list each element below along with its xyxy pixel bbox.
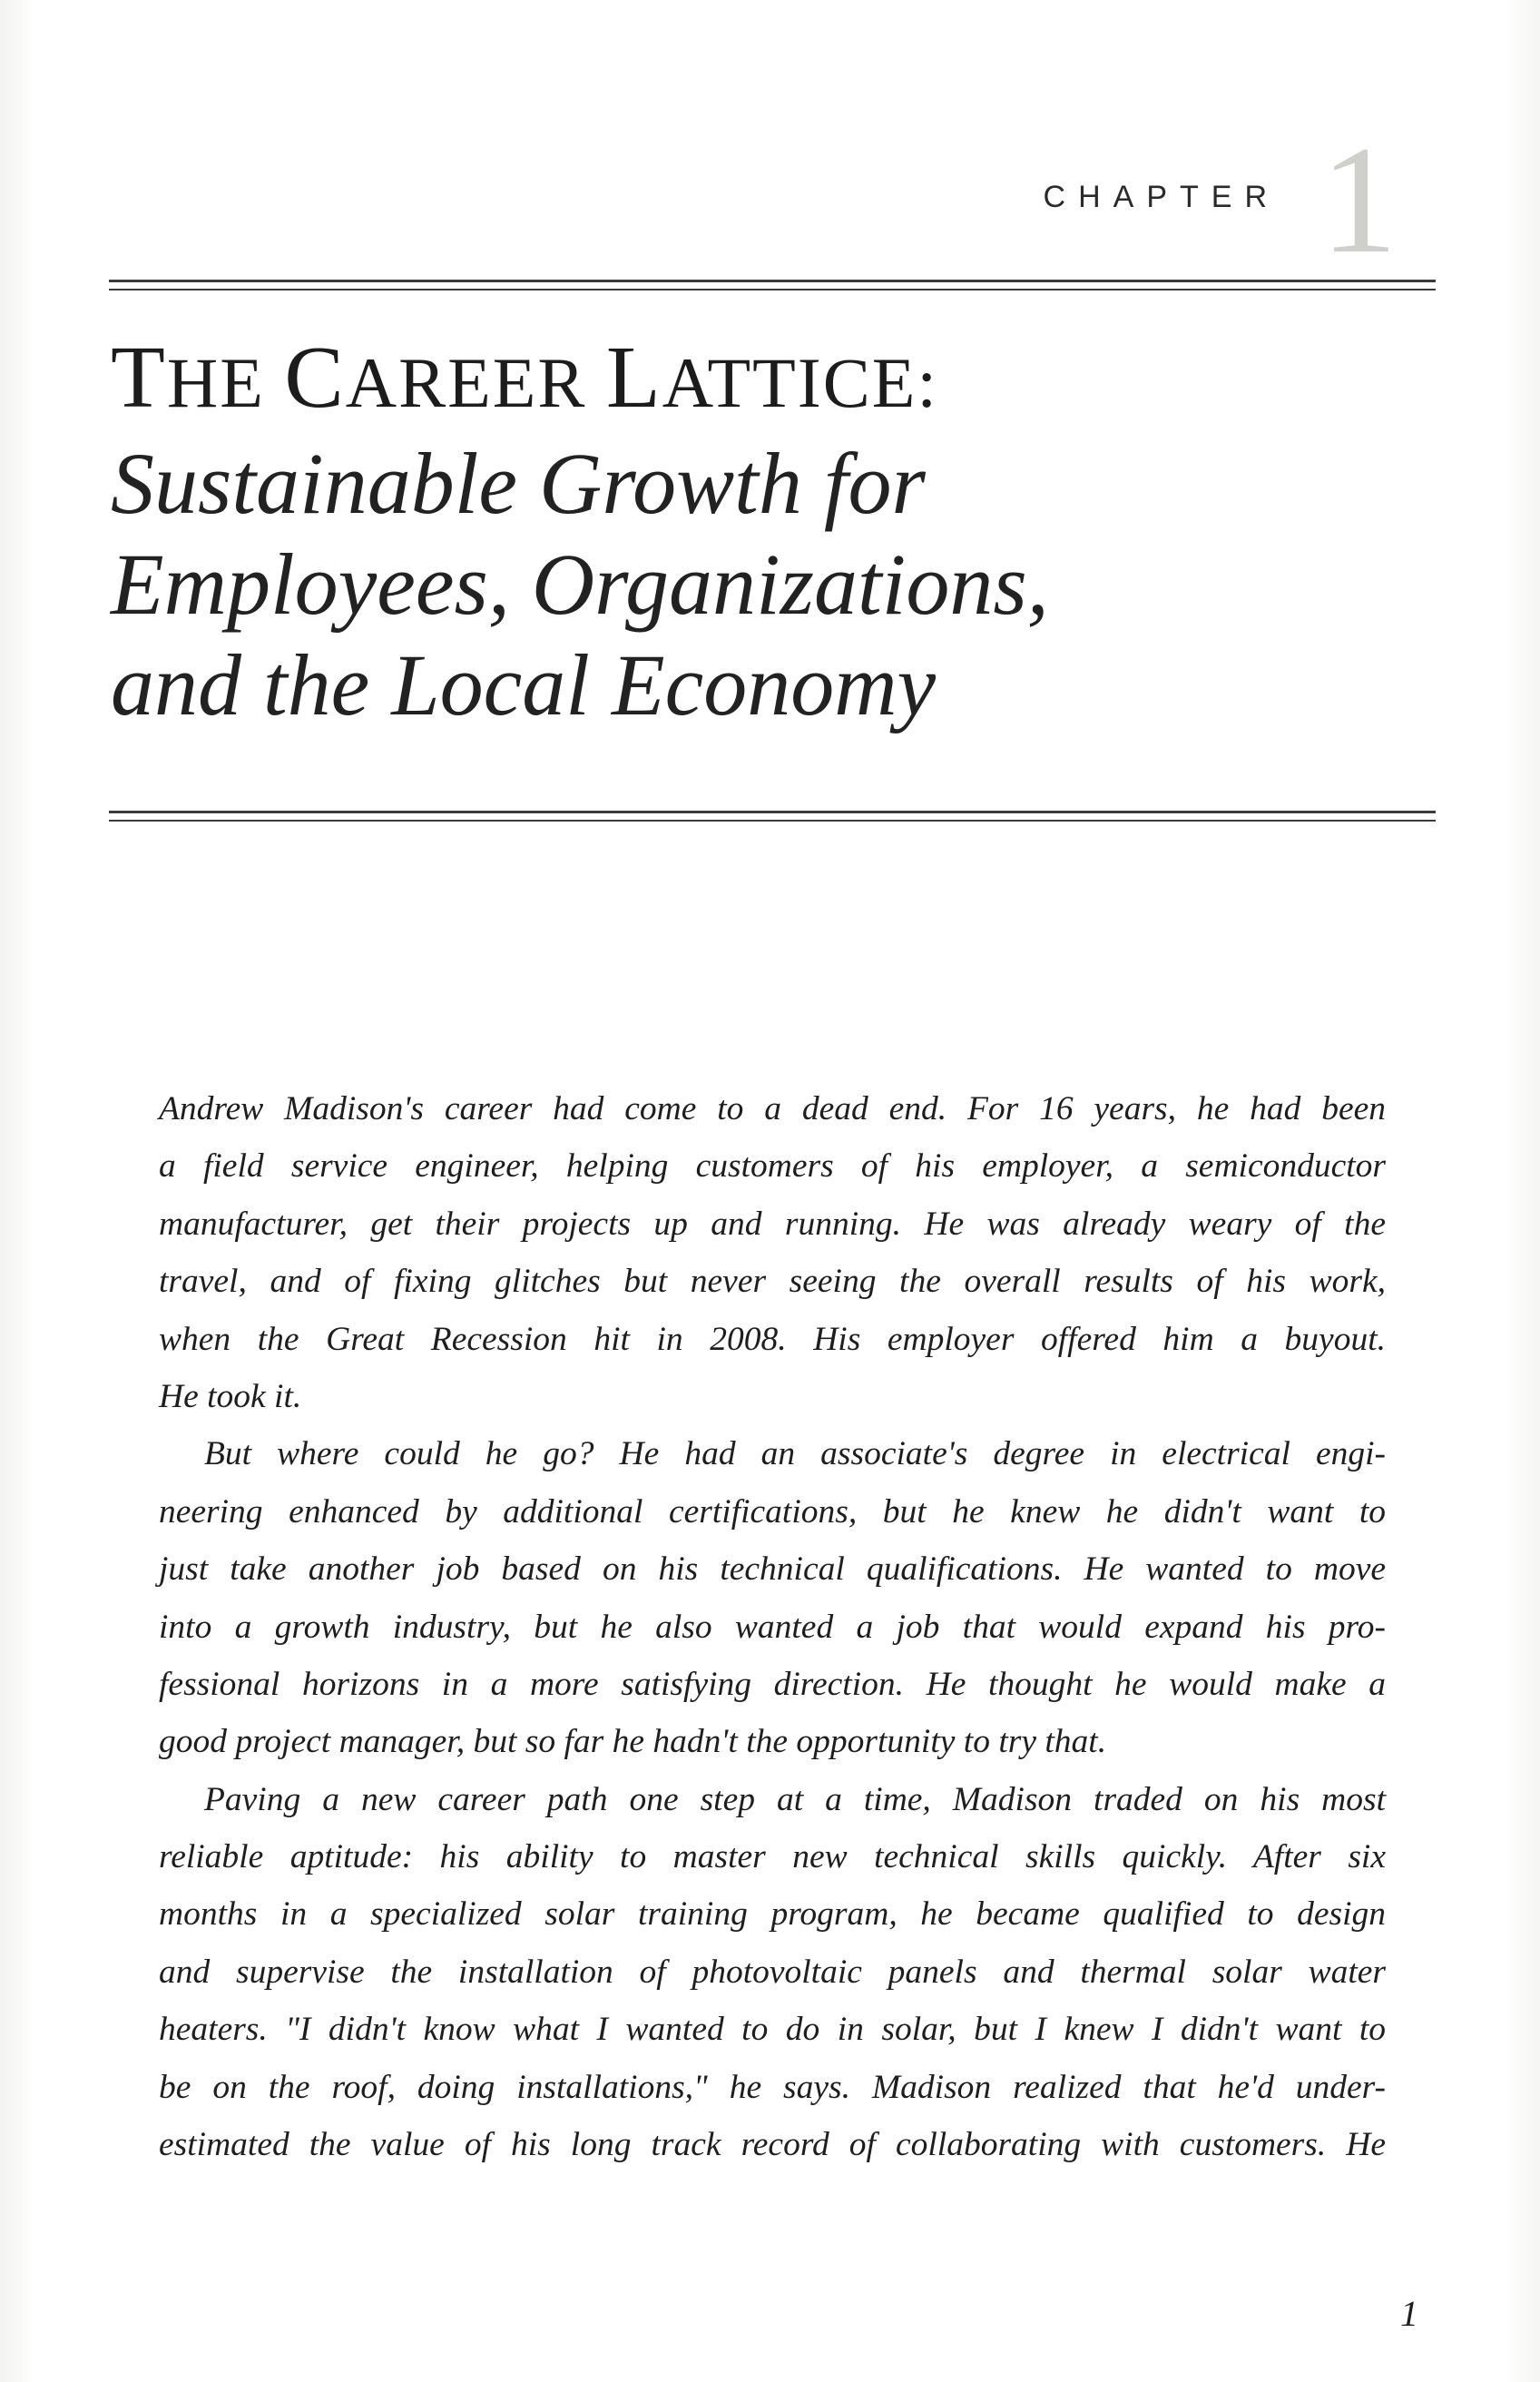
text-line: a field service engineer, helping customers of his employer, a semiconductor (159, 1147, 1386, 1186)
text-line: Paving a new career path one step at a time, Madison traded on his most (204, 1780, 1386, 1818)
text-line: travel, and of fixing glitches but never seeing the overall results of his work, (159, 1263, 1386, 1301)
text-line: into a growth industry, but he also wanted a job that would expand his pro- (159, 1608, 1386, 1646)
text-line: heaters. "I didn't know what I wanted to do in solar, but I knew I didn't want to (159, 2011, 1386, 2049)
text-line: But where could he go? He had an associate's degree in electrical engi- (204, 1435, 1386, 1473)
paragraph (159, 1080, 1386, 1425)
body-text (159, 1080, 1386, 2173)
subtitle-line: Employees, Organizations, (111, 536, 1049, 634)
chapter-subtitle (111, 433, 1427, 736)
chapter-heading (907, 114, 1416, 285)
subtitle-line: Sustainable Growth for (111, 434, 926, 532)
text-line: just take another job based on his technical qualifications. He wanted to move (159, 1550, 1386, 1589)
text-line: neering enhanced by additional certifications, but he knew he didn't want to (159, 1492, 1386, 1531)
text-line: fessional horizons in a more satisfying direction. He thought he would make a (159, 1665, 1386, 1703)
text-line: manufacturer, get their projects up and running. He was already weary of the (159, 1205, 1386, 1243)
chapter-label: CHAPTER (1043, 180, 1280, 214)
chapter-title: THE CAREER LATTICE: (111, 329, 939, 427)
text-line: be on the roof, doing installations," he says. Madison realized that he'd under- (159, 2068, 1386, 2106)
paragraph (159, 1771, 1386, 2174)
bottom-double-rule (109, 811, 1436, 822)
top-double-rule (109, 280, 1436, 290)
paragraph (159, 1425, 1386, 1770)
text-line: Andrew Madison's career had come to a dead end. For 16 years, he had been (159, 1090, 1386, 1127)
text-line: He took it. (159, 1377, 302, 1415)
text-line: months in a specialized solar training program, he became qualified to design (159, 1895, 1386, 1934)
page-number: 1 (1400, 2293, 1418, 2334)
text-line: reliable aptitude: his ability to master new technical skills quickly. After six (159, 1838, 1386, 1876)
text-line: and supervise the installation of photovoltaic panels and thermal solar water (159, 1953, 1386, 1991)
chapter-title-block (111, 327, 1427, 736)
subtitle-line: and the Local Economy (111, 636, 937, 734)
text-line: estimated the value of his long track record of collaborating with customers. He (159, 2126, 1386, 2164)
text-line: good project manager, but so far he hadn't the opportunity to try that. (159, 1723, 1107, 1761)
chapter-number: 1 (1320, 114, 1398, 285)
text-line: when the Great Recession hit in 2008. His employer offered him a buyout. (159, 1320, 1386, 1358)
